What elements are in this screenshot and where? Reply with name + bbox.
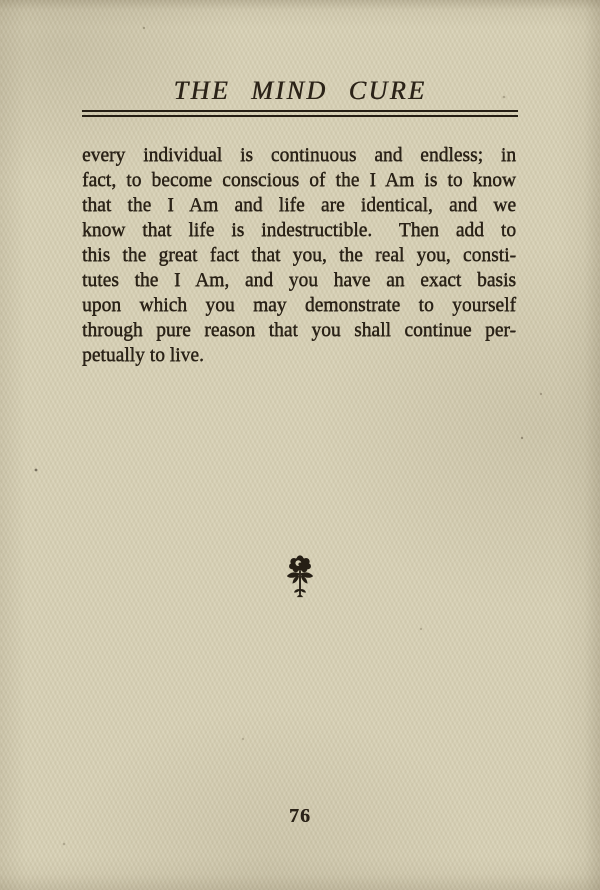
body-line: upon which you may demonstrate to yourself: [82, 295, 516, 316]
title-double-rule: [82, 110, 518, 117]
body-line: this the great fact that you, the real you, consti-: [82, 245, 516, 266]
body-line: that the I Am and life are identical, and we: [82, 195, 516, 216]
body-line: know that life is indestructible. Then add to: [82, 220, 516, 241]
paper-specks: [0, 0, 2, 2]
page-title: THE MIND CURE: [173, 76, 427, 105]
page-number: 76: [289, 805, 311, 827]
body-paragraph: [82, 143, 516, 368]
rose-fleuron-icon: [285, 555, 315, 599]
body-line: tutes the I Am, and you have an exact basis: [82, 270, 516, 291]
body-line: through pure reason that you shall continue per-: [82, 320, 516, 341]
body-line: fact, to become conscious of the I Am is to know: [82, 170, 516, 191]
body-line: petually to live.: [82, 345, 204, 366]
body-line: every individual is continuous and endless; in: [82, 145, 516, 166]
